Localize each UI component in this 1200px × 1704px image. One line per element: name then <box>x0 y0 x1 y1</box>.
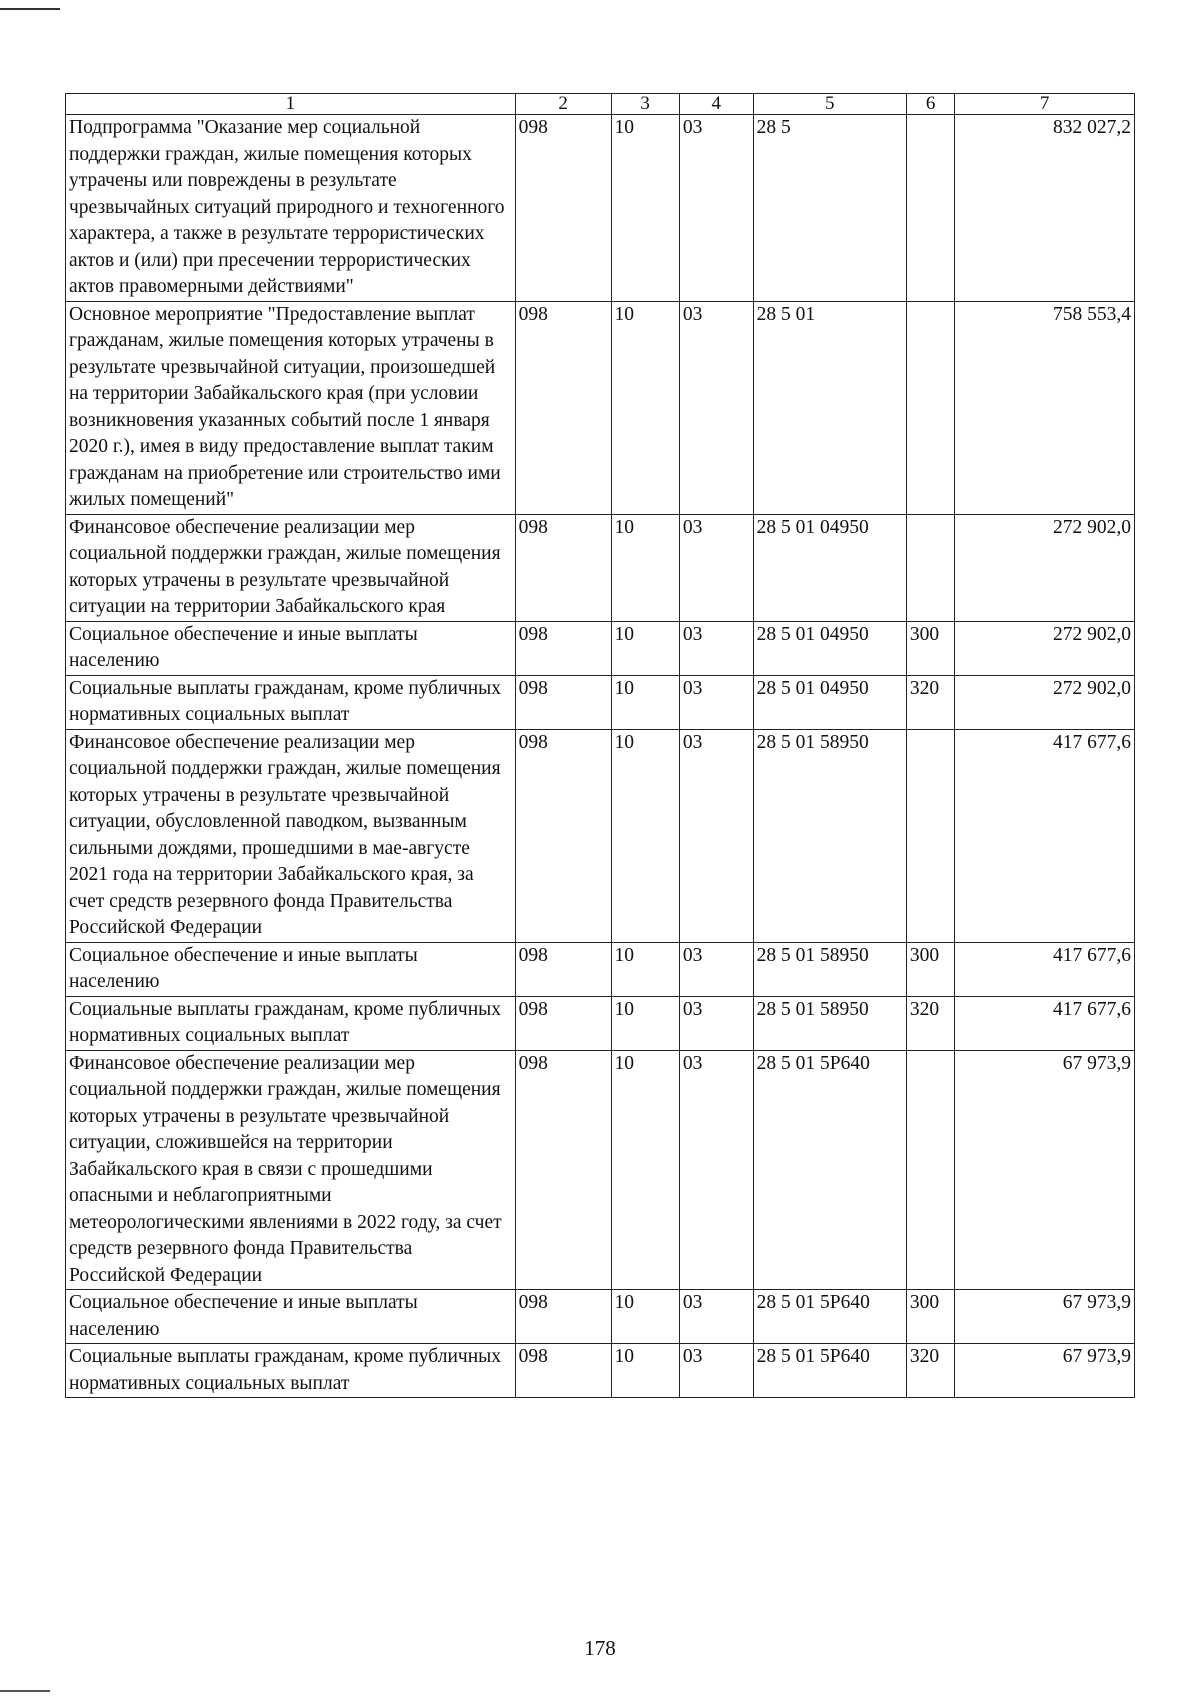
row-name: Социальные выплаты гражданам, кроме публичных нормативных социальных выплат <box>66 996 516 1050</box>
table-row <box>66 301 1135 514</box>
table-row <box>66 1050 1135 1290</box>
ministry-code: 098 <box>515 514 611 621</box>
row-name: Социальные выплаты гражданам, кроме публичных нормативных социальных выплат <box>66 675 516 729</box>
target-article-code: 28 5 01 5Р640 <box>753 1050 906 1290</box>
subsection-code: 03 <box>679 301 753 514</box>
ministry-code: 098 <box>515 729 611 942</box>
target-article-code: 28 5 01 5Р640 <box>753 1344 906 1398</box>
expense-type-code: 300 <box>906 942 954 996</box>
target-article-code: 28 5 01 04950 <box>753 514 906 621</box>
ministry-code: 098 <box>515 621 611 675</box>
table-row <box>66 1290 1135 1344</box>
expense-type-code: 300 <box>906 1290 954 1344</box>
amount: 67 973,9 <box>955 1344 1135 1398</box>
table-header-row <box>66 94 1135 115</box>
ministry-code: 098 <box>515 1290 611 1344</box>
scan-edge-line-top <box>0 8 60 10</box>
row-name: Финансовое обеспечение реализации мер социальной поддержки граждан, жилые помещения которых утрачены в результате чрезвычайной ситуации на территории Забайкальского края <box>66 514 516 621</box>
subsection-code: 03 <box>679 514 753 621</box>
row-name: Социальное обеспечение и иные выплаты населению <box>66 942 516 996</box>
target-article-code: 28 5 01 04950 <box>753 675 906 729</box>
amount: 758 553,4 <box>955 301 1135 514</box>
row-name: Финансовое обеспечение реализации мер социальной поддержки граждан, жилые помещения которых утрачены в результате чрезвычайной ситуации, обусловленной паводком, вызванным сильными дождями, прошедшими в мае-августе 2021 года на территории Забайкальского края, за счет средств резервного фонда Правительства Российской Федерации <box>66 729 516 942</box>
scan-edge-line-bottom <box>0 1690 50 1692</box>
target-article-code: 28 5 01 58950 <box>753 942 906 996</box>
table-row <box>66 115 1135 302</box>
row-name: Основное мероприятие "Предоставление выплат гражданам, жилые помещения которых утрачены в результате чрезвычайной ситуации, произошедшей на территории Забайкальского края (при условии возникновения указанных событий после 1 января 2020 г.), имея в виду предоставление выплат таким гражданам на приобретение или строительство ими жилых помещений" <box>66 301 516 514</box>
column-header: 6 <box>906 94 954 115</box>
subsection-code: 03 <box>679 1050 753 1290</box>
table-row <box>66 996 1135 1050</box>
amount: 417 677,6 <box>955 996 1135 1050</box>
subsection-code: 03 <box>679 621 753 675</box>
column-header: 4 <box>679 94 753 115</box>
ministry-code: 098 <box>515 675 611 729</box>
subsection-code: 03 <box>679 1344 753 1398</box>
ministry-code: 098 <box>515 996 611 1050</box>
expense-type-code <box>906 1050 954 1290</box>
amount: 417 677,6 <box>955 942 1135 996</box>
budget-table <box>65 93 1135 1398</box>
target-article-code: 28 5 01 58950 <box>753 996 906 1050</box>
table-row <box>66 514 1135 621</box>
ministry-code: 098 <box>515 301 611 514</box>
target-article-code: 28 5 01 58950 <box>753 729 906 942</box>
column-header: 3 <box>611 94 679 115</box>
section-code: 10 <box>611 514 679 621</box>
table-row <box>66 942 1135 996</box>
table-row <box>66 621 1135 675</box>
row-name: Социальное обеспечение и иные выплаты населению <box>66 1290 516 1344</box>
page-number: 178 <box>584 1636 616 1660</box>
amount: 272 902,0 <box>955 675 1135 729</box>
section-code: 10 <box>611 621 679 675</box>
expense-type-code: 320 <box>906 996 954 1050</box>
section-code: 10 <box>611 996 679 1050</box>
expense-type-code <box>906 729 954 942</box>
subsection-code: 03 <box>679 996 753 1050</box>
ministry-code: 098 <box>515 1344 611 1398</box>
column-header: 2 <box>515 94 611 115</box>
column-header: 5 <box>753 94 906 115</box>
expense-type-code: 320 <box>906 675 954 729</box>
section-code: 10 <box>611 1344 679 1398</box>
document-page <box>65 93 1135 1398</box>
target-article-code: 28 5 <box>753 115 906 302</box>
column-header: 1 <box>66 94 516 115</box>
amount: 67 973,9 <box>955 1050 1135 1290</box>
expense-type-code: 300 <box>906 621 954 675</box>
subsection-code: 03 <box>679 675 753 729</box>
row-name: Финансовое обеспечение реализации мер социальной поддержки граждан, жилые помещения которых утрачены в результате чрезвычайной ситуации, сложившейся на территории Забайкальского края в связи с прошедшими опасными и неблагоприятными метеорологическими явлениями в 2022 году, за счет средств резервного фонда Правительства Российской Федерации <box>66 1050 516 1290</box>
amount: 272 902,0 <box>955 514 1135 621</box>
row-name: Социальное обеспечение и иные выплаты населению <box>66 621 516 675</box>
row-name: Социальные выплаты гражданам, кроме публичных нормативных социальных выплат <box>66 1344 516 1398</box>
subsection-code: 03 <box>679 115 753 302</box>
expense-type-code <box>906 514 954 621</box>
target-article-code: 28 5 01 04950 <box>753 621 906 675</box>
section-code: 10 <box>611 301 679 514</box>
target-article-code: 28 5 01 5Р640 <box>753 1290 906 1344</box>
column-header: 7 <box>955 94 1135 115</box>
ministry-code: 098 <box>515 1050 611 1290</box>
target-article-code: 28 5 01 <box>753 301 906 514</box>
expense-type-code <box>906 115 954 302</box>
amount: 417 677,6 <box>955 729 1135 942</box>
section-code: 10 <box>611 942 679 996</box>
ministry-code: 098 <box>515 942 611 996</box>
expense-type-code: 320 <box>906 1344 954 1398</box>
section-code: 10 <box>611 115 679 302</box>
amount: 272 902,0 <box>955 621 1135 675</box>
section-code: 10 <box>611 675 679 729</box>
subsection-code: 03 <box>679 729 753 942</box>
section-code: 10 <box>611 1290 679 1344</box>
section-code: 10 <box>611 1050 679 1290</box>
row-name: Подпрограмма "Оказание мер социальной поддержки граждан, жилые помещения которых утрачены или повреждены в результате чрезвычайных ситуаций природного и техногенного характера, а также в результате террористических актов и (или) при пресечении террористических актов правомерными действиями" <box>66 115 516 302</box>
table-row <box>66 675 1135 729</box>
subsection-code: 03 <box>679 942 753 996</box>
table-row <box>66 729 1135 942</box>
section-code: 10 <box>611 729 679 942</box>
amount: 832 027,2 <box>955 115 1135 302</box>
subsection-code: 03 <box>679 1290 753 1344</box>
expense-type-code <box>906 301 954 514</box>
table-row <box>66 1344 1135 1398</box>
ministry-code: 098 <box>515 115 611 302</box>
amount: 67 973,9 <box>955 1290 1135 1344</box>
